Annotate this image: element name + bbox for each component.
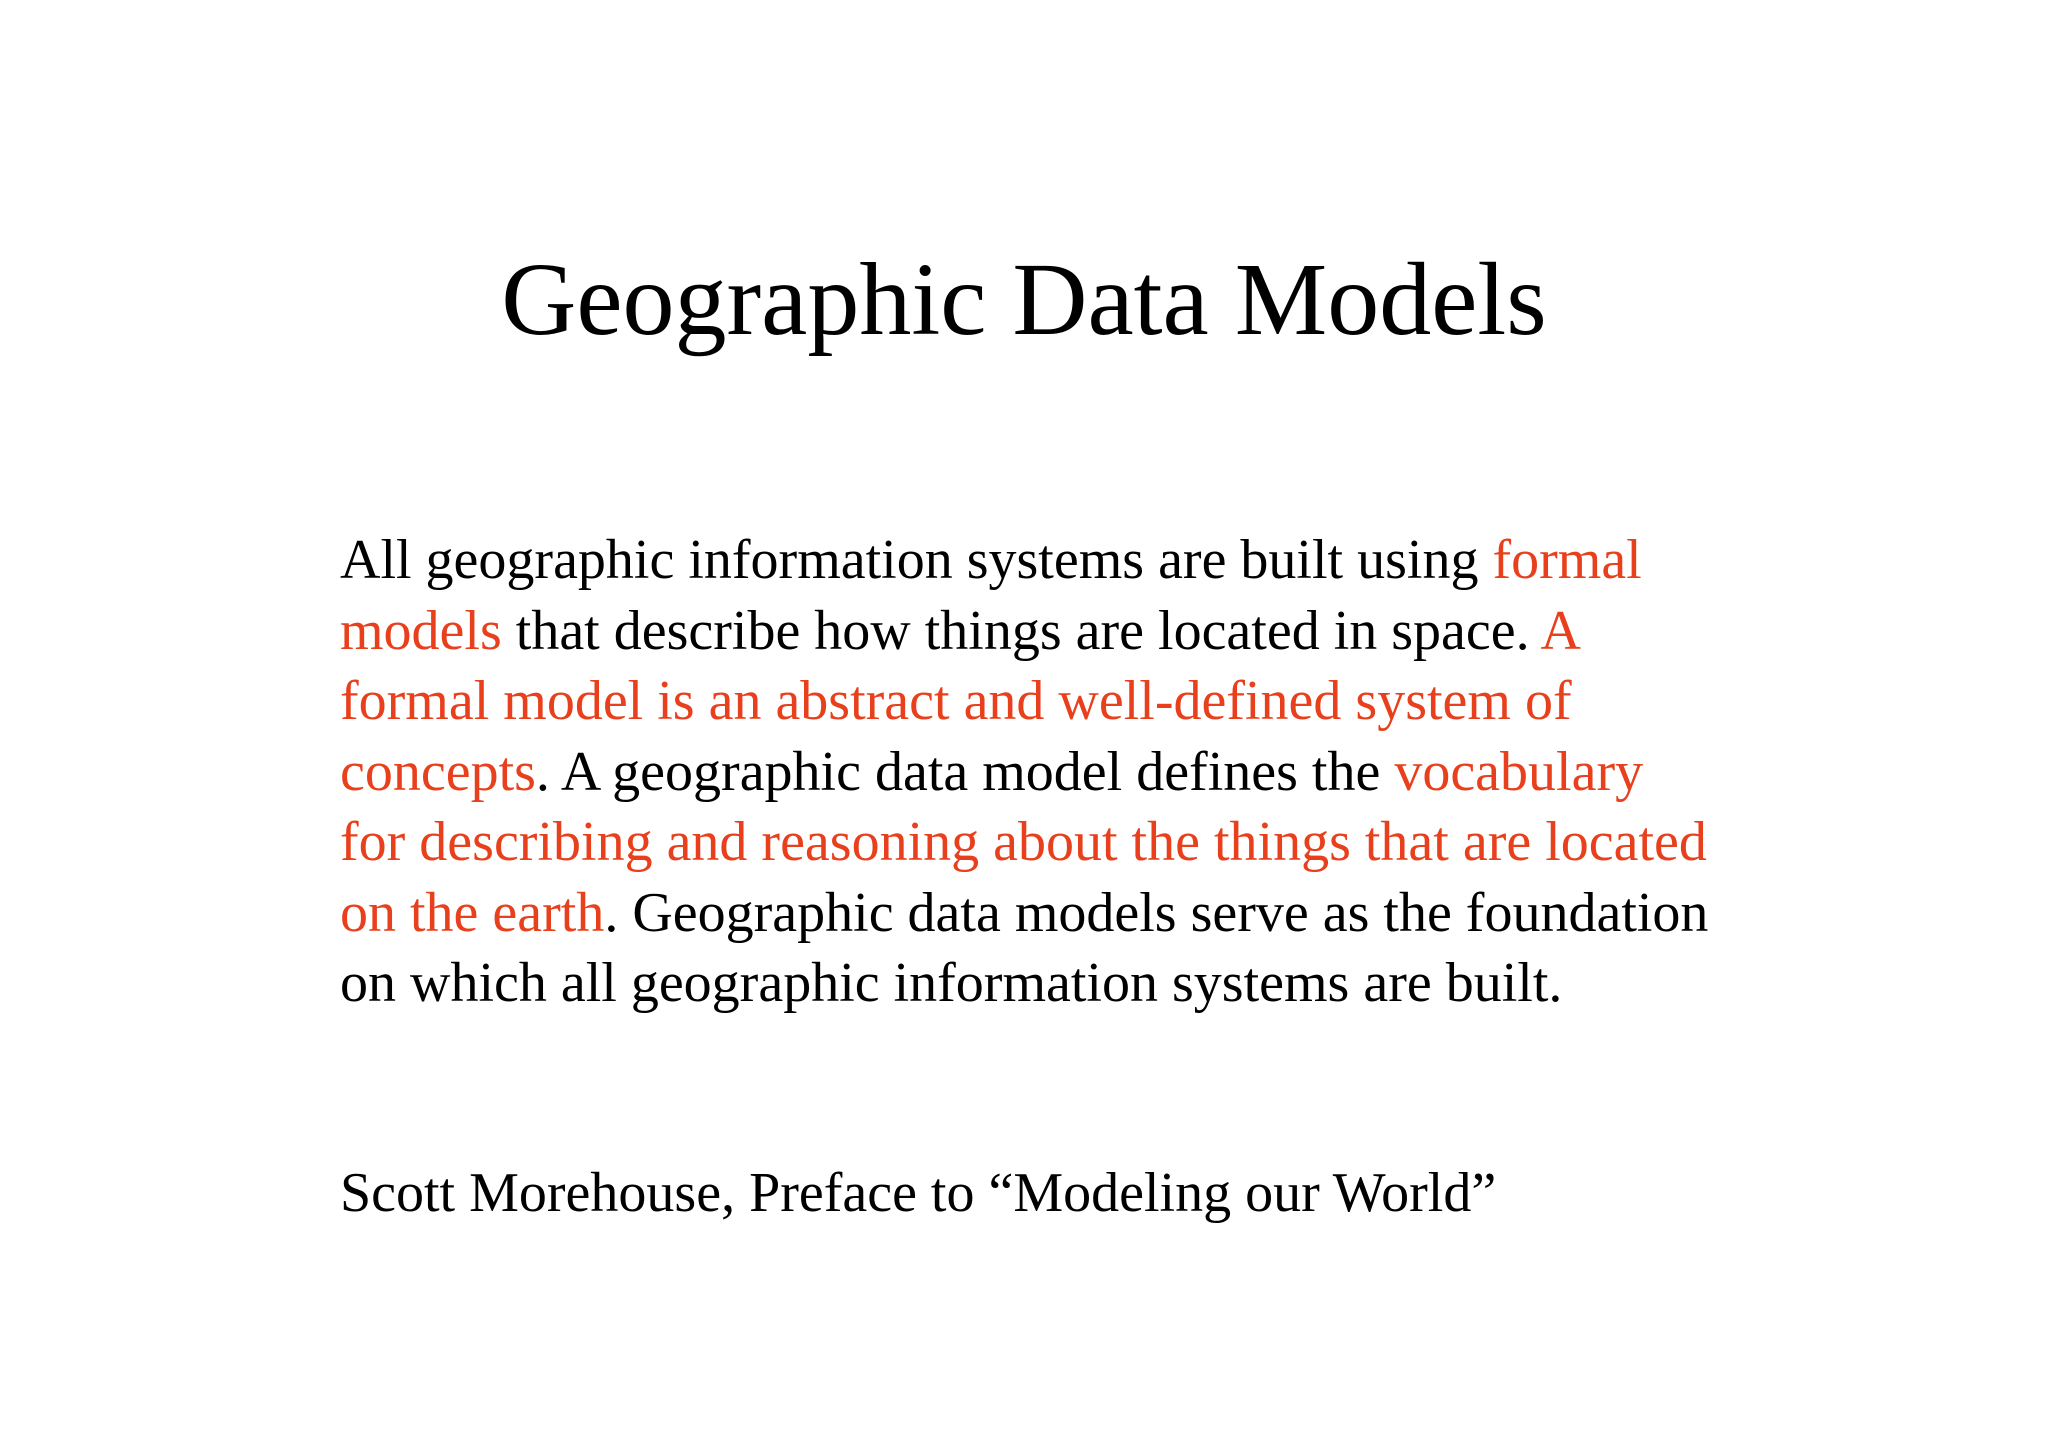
body-paragraph [340,525,1720,1019]
paragraph-segment: that describe how things are located in space. [501,599,1541,662]
paragraph-segment: . A geographic data model defines the [535,740,1395,803]
highlighted-term: A formal model is an abstract and well-defined system of concepts [340,599,1578,803]
highlighted-term: vocabulary for describing and reasoning about the things that are located on the earth [340,740,1707,944]
attribution: Scott Morehouse, Preface to “Modeling our World” [340,1162,1497,1224]
slide-title: Geographic Data Models [501,242,1547,357]
paragraph-segment: All geographic information systems are built using [340,529,1493,591]
highlighted-term: formal models [340,529,1642,662]
paragraph-segment: . Geographic data models serve as the foundation on which all geographic information systems are built. [340,881,1709,1014]
